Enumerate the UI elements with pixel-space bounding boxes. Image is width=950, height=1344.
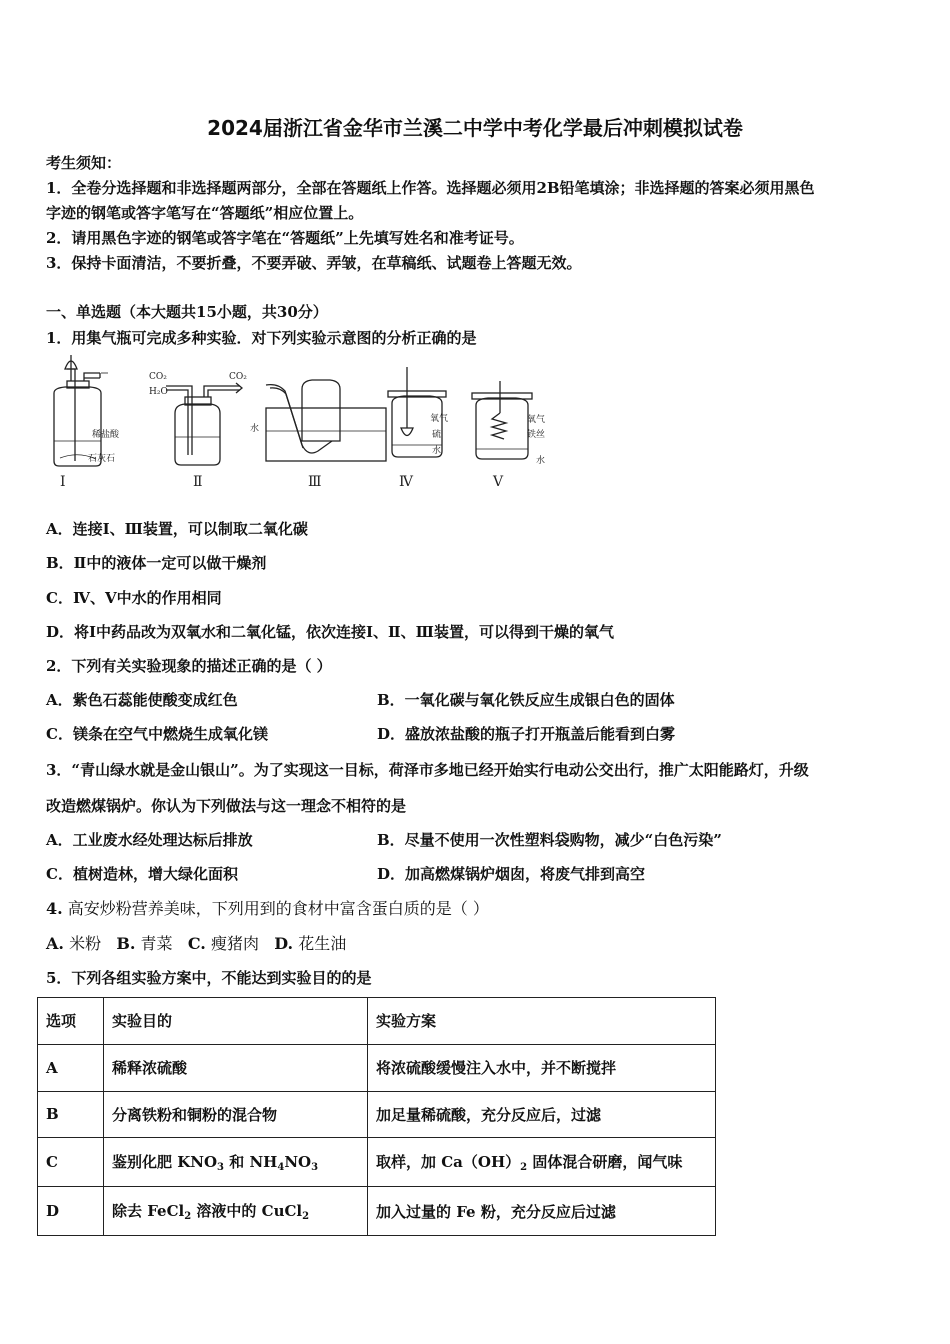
row-d-goal: 除去 FeCl$_2$ 溶液中的 CuCl$_2$ [104,1187,368,1236]
row-c-goal: 鉴别化肥 $KNO_3$ 和 $NH_4NO_3$ [104,1138,368,1187]
notice-line-1b: 字迹的钢笔或答字笔写在“答题纸”相应位置上。 [46,204,364,222]
label-limestone: 石灰石 [88,454,116,464]
notice-line-3: 3．保持卡面清洁，不要折叠，不要弄破、弄皱，在草稿纸、试题卷上答题无效。 [46,254,582,272]
label-numeral-3: Ⅲ [308,474,322,490]
q4-option-a: 米粉 [69,934,102,953]
row-a-plan: 将浓硫酸缓慢注入水中，并不断搅拌 [368,1044,716,1091]
row-d-option: D [38,1187,104,1236]
label-water-3: 水 [250,424,260,434]
table-header-goal: 实验目的 [104,998,368,1045]
q4-d-label: D. [274,934,294,953]
q3-option-c: C．植树造林，增大绿化面积 [46,865,238,883]
q4-options [46,931,346,954]
q3-option-d: D．加高燃煤锅炉烟囱，将废气排到高空 [377,865,646,883]
q2-option-a: A．紫色石蕊能使酸变成红色 [46,691,238,709]
label-water-4: 水 [432,446,442,456]
label-oxygen-5: 氧气 [527,415,546,425]
q1-option-d: D．将Ⅰ中药品改为双氧水和二氧化锰，依次连接Ⅰ、Ⅱ、Ⅲ装置，可以得到干燥的氧气 [46,623,614,641]
q4-stem: 高安炒粉营养美味，下列用到的食材中富含蛋白质的是（ ） [67,899,489,918]
q4-c-label: C. [187,934,206,953]
row-b-plan: 加足量稀硫酸，充分反应后，过滤 [368,1091,716,1138]
q3-option-b: B．尽量不使用一次性塑料袋购物，减少“白色污染” [377,831,722,849]
q5-table [37,997,716,1236]
table-row [38,1187,716,1236]
label-iron-wire: 铁丝 [527,430,546,440]
table-header-row [38,998,716,1045]
q4-stem-line [46,896,489,919]
q1-stem: 1．用集气瓶可完成多种实验．对下列实验示意图的分析正确的是 [46,329,477,347]
q2-option-d: D．盛放浓盐酸的瓶子打开瓶盖后能看到白雾 [377,725,676,743]
apparatus-3-water-trough [266,380,386,461]
label-water-5: 水 [536,456,546,466]
table-row [38,1044,716,1091]
label-co2-left: CO₂ [149,372,167,382]
apparatus-4-sulfur-combustion [388,367,449,457]
q4-option-d: 花生油 [298,934,347,953]
table-row [38,1138,716,1187]
notice-line-1a: 1．全卷分选择题和非选择题两部分，全部在答题纸上作答。选择题必须用2B铅笔填涂；非选择题的答案必须用黑色 [46,179,815,197]
label-co2-right: CO₂ [229,372,247,382]
table-header-option: 选项 [38,998,104,1045]
label-numeral-1: Ⅰ [60,474,66,490]
label-numeral-2: Ⅱ [193,474,203,490]
q2-stem: 2．下列有关实验现象的描述正确的是（ ） [46,657,332,675]
label-sulfur: 硫 [432,430,442,440]
row-a-option: A [38,1044,104,1091]
q4-a-label: A. [46,934,64,953]
apparatus-5-iron-wire [472,381,532,459]
section-heading: 一、单选题（本大题共15小题，共30分） [46,303,328,321]
label-numeral-4: Ⅳ [399,474,413,490]
notice-heading: 考生须知： [46,154,122,172]
row-b-goal: 分离铁粉和铜粉的混合物 [104,1091,368,1138]
row-b-option: B [38,1091,104,1138]
q4-number: 4. [46,899,63,918]
q1-option-c: C．Ⅳ、Ⅴ中水的作用相同 [46,589,222,607]
label-numeral-5: Ⅴ [493,474,504,490]
label-h2o: H₂O [149,387,168,397]
row-d-plan: 加入过量的 Fe 粉，充分反应后过滤 [368,1187,716,1236]
table-header-plan: 实验方案 [368,998,716,1045]
apparatus-2-gas-bottle [166,383,242,465]
row-a-goal: 稀释浓硫酸 [104,1044,368,1091]
label-dilute-hcl: 稀盐酸 [92,430,120,440]
notice-line-2: 2．请用黑色字迹的钢笔或答字笔在“答题纸”上先填写姓名和准考证号。 [46,229,524,247]
q3-option-a: A．工业废水经处理达标后排放 [46,831,253,849]
page-title: 2024届浙江省金华市兰溪二中学中考化学最后冲刺模拟试卷 [207,116,743,140]
q3-stem-line-2: 改造燃煤锅炉。你认为下列做法与这一理念不相符的是 [46,797,407,815]
q4-option-c: 瘦猪肉 [210,934,259,953]
label-oxygen-4: 氧气 [430,414,449,424]
row-c-plan: 取样，加 $Ca(OH)_2$ 固体混合研磨，闻气味 [368,1138,716,1187]
apparatus-1-gas-bottle [54,355,108,466]
q2-option-c: C．镁条在空气中燃烧生成氧化镁 [46,725,268,743]
q2-option-b: B．一氧化碳与氧化铁反应生成银白色的固体 [377,691,675,709]
table-row [38,1091,716,1138]
q4-option-b: 青菜 [140,934,173,953]
row-c-option: C [38,1138,104,1187]
q4-b-label: B. [116,934,136,953]
q3-stem-line-1: 3．“青山绿水就是金山银山”。为了实现这一目标，荷泽市多地已经开始实行电动公交出行，推广太阳能路灯，升级 [46,761,809,779]
q1-option-b: B．Ⅱ中的液体一定可以做干燥剂 [46,554,267,572]
q5-stem: 5．下列各组实验方案中，不能达到实验目的的是 [46,969,372,987]
q1-apparatus-figure [40,353,560,493]
q1-option-a: A．连接Ⅰ、Ⅲ装置，可以制取二氧化碳 [46,520,308,538]
